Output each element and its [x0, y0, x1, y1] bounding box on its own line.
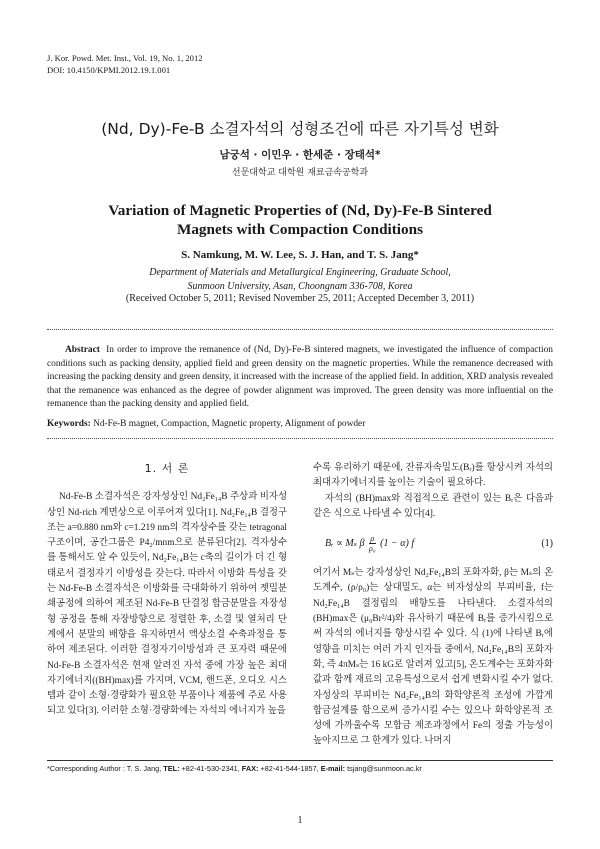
tel-label: TEL: — [163, 764, 180, 773]
keywords — [47, 418, 553, 431]
equation-fraction — [369, 534, 376, 553]
footnote-rule — [47, 760, 553, 761]
english-authors: S. Namkung, M. W. Lee, S. J. Han, and T. S. Jang* — [181, 249, 419, 261]
korean-title: (Nd, Dy)-Fe-B 소결자석의 성형조건에 따른 자기특성 변화 — [101, 120, 499, 138]
tel-number: +82-41-530-2341, — [181, 764, 240, 773]
english-title-line2: Magnets with Compaction Conditions — [177, 221, 423, 238]
br-equation-intro: 자석의 (BH)max와 직접적으로 관련이 있는 Bᵣ은 다음과 같은 식으로 나타낼 수 있다[4]. — [313, 493, 553, 519]
abstract — [47, 344, 553, 412]
received-dates: (Received October 5, 2011; Revised November 25, 2011; Accepted December 3, 2011) — [125, 293, 475, 304]
email-address: tsjang@sunmoon.ac.kr — [347, 764, 422, 773]
equation-rhs: (1 − α) f — [380, 537, 415, 549]
footnote-prefix: *Corresponding Author : T. S. Jang, — [47, 764, 162, 773]
fraction-denominator: ρ₀ — [369, 543, 376, 553]
footnote — [47, 764, 422, 773]
equation-explanation: 여기서 Mₛ는 강자성상인 Nd₂Fe₁₄B의 포화자화, β는 Mₛ의 온도계수, (ρ/ρ₀)는 상대밀도, α는 비자성상의 부피비율, f는 Nd₂Fe₁₄B 결정립의 배향도를 나타낸다. 소결자석의 (BH)max은 (μ₀Br²/4)와 유사하기 때문에 Bᵣ를 증가시킴으로써 자석의 에너지를 향상시킬 수 있다. 식 (1)에 나타낸 Bᵣ에 영향을 미치는 여러 가지 인자들 중에서, Nd₂Fe₁₄B의 포화자화, 즉 4πMₛ는 16 kG로 알려져 있고[5], 온도계수는 포화자화값과 함께 재료의 고유특성으로서 쉽게 변화시킬 수가 없다. 자성상의 부피비는 Nd₂Fe₁₄B의 화학양론적 조성에 가깝게 합금설계를 함으로써 증가시킬 수는 있으나 화학양론적 조성에 가까울수록 모합금 제조과정에서 Fe의 정출 가능성이 높아지므로 그 한계가 있다. 나머지 — [313, 568, 553, 747]
fraction-numerator: ρ — [370, 533, 375, 543]
section-heading: 1. 서 론 — [144, 462, 190, 475]
abstract-text: In order to improve the remanence of (Nd, Dy)-Fe-B sintered magnets, we investigated the influence of compaction conditions such as packing density, applied field and green density on the magnetic properties. While the remanence decreased with increasing the packing density and green density, it increased with the increase of the applied field. In addition, XRD analysis revealed that the remanence was enhanced as the degree of powder alignment was improved. The green density was more influential on the remanence than the packing density and applied field. — [47, 345, 553, 410]
intro-continued: 수록 유리하기 때문에, 잔류자속밀도(Bᵣ)를 항상시켜 자석의 최대자기에너지를 높이는 기술이 필요하다. — [313, 463, 553, 489]
equation-body — [325, 534, 414, 553]
abstract-label: Abstract — [65, 345, 100, 355]
left-column — [47, 461, 287, 720]
equation-number: (1) — [541, 537, 553, 549]
journal-citation: J. Kor. Powd. Met. Inst., Vol. 19, No. 1, 2012 — [47, 53, 203, 63]
english-affiliation — [0, 266, 600, 293]
keywords-label: Keywords: — [47, 419, 91, 429]
korean-affiliation: 선문대학교 대학원 재료금속공학과 — [231, 168, 369, 178]
equation-1 — [313, 526, 553, 560]
fax-number: +82-41-544-1857, — [260, 764, 319, 773]
department: Department of Materials and Metallurgical Engineering, Graduate School, — [149, 267, 451, 278]
university: Sunmoon University, Asan, Choongnam 336-708, Korea — [187, 280, 413, 292]
english-title-line1: Variation of Magnetic Properties of (Nd, Dy)-Fe-B Sintered — [108, 202, 492, 219]
doi: DOI: 10.4150/KPMI.2012.19.1.001 — [47, 65, 171, 75]
english-title — [0, 201, 600, 239]
divider-bottom — [47, 438, 553, 439]
divider-top — [47, 329, 553, 330]
korean-authors: 남궁석 · 이민우 · 한세준 · 장태석* — [219, 149, 381, 161]
page-number: 1 — [297, 815, 303, 826]
fax-label: FAX: — [241, 764, 259, 773]
intro-paragraph: Nd-Fe-B 소결자석은 강자성상인 Nd₂Fe₁₄B 주상과 비자성상인 Nd-rich 계면상으로 이루어져 있다[1]. Nd₂Fe₁₄B 결정구조는 a=0.880 nm와 c=1.219 nm의 격자상수를 갖는 tetragonal 구조이며, 공간그룹은 P4₂/mnm으로 분류된다[2]. 격자상수를 통해서도 알 수 있듯이, Nd₂Fe₁₄B는 c축의 길이가 더 긴 형태로서 결정자기 이방성을 갖는다. 따라서 이방화 특성을 갖는 Nd-Fe-B 소결자석은 이방화를 극대화하기 위하여 젯밀분쇄공정에 의하여 제조된 Nd-Fe-B 단결정 합금분말을 자장성형 공정을 통해 자장방향으로 정렬한 후, 소결 및 열처리 단계에서 분말의 배향을 유지하면서 액상소결 수축과정을 통하여 제조된다. 이러한 결정자기이방성과 큰 포자력 때문에 Nd-Fe-B 소결자석은 현재 알려진 자석 중에 가장 높은 최대자기에너지((BH)max)를 가지며, VCM, 핸드폰, 오디오 시스템과 같이 소형·경량화가 필요한 부품이나 제품에 주로 사용되고 있다[3]. 이러한 소형·경량화에는 자석의 에너지가 높을 — [47, 492, 287, 717]
equation-lhs: Bᵣ ∝ Mₛ β — [325, 537, 365, 549]
journal-header — [47, 52, 203, 76]
keywords-text: Nd-Fe-B magnet, Compaction, Magnetic property, Alignment of powder — [93, 419, 366, 429]
right-column — [313, 461, 553, 750]
email-label: E-mail: — [320, 764, 346, 773]
